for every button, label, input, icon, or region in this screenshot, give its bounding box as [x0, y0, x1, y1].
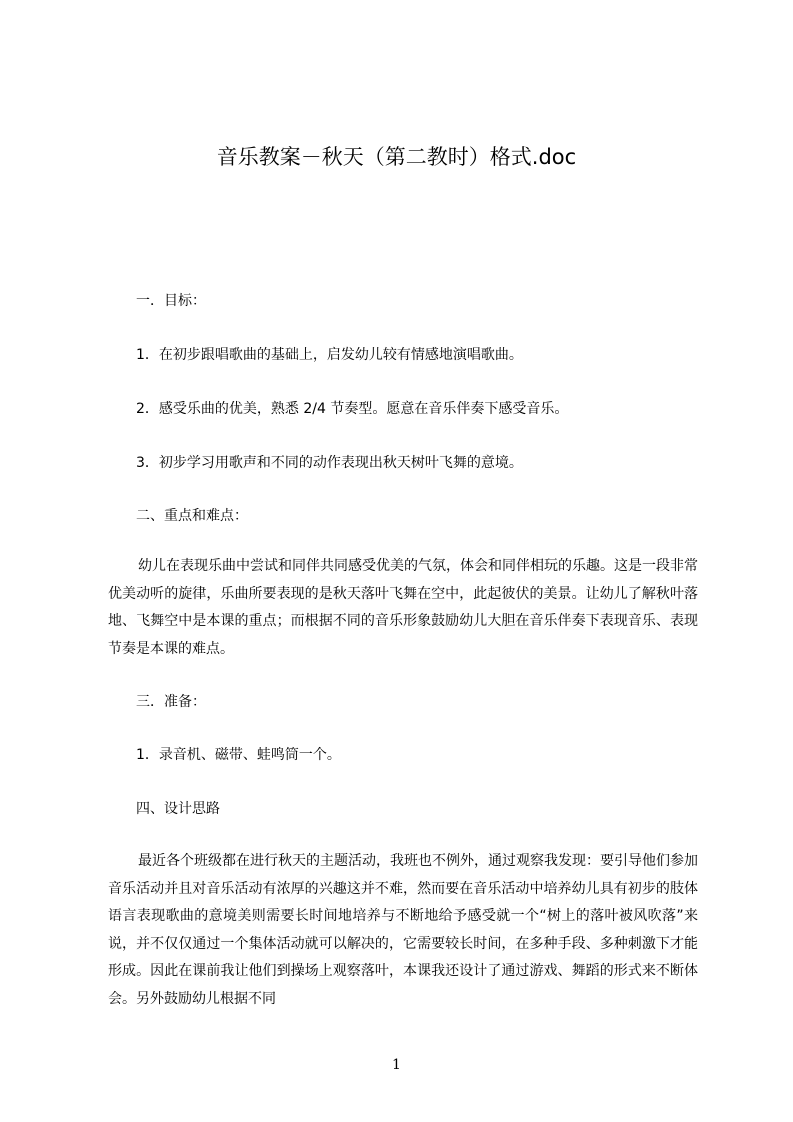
document-title: 音乐教案－秋天（第二教时）格式.doc — [216, 145, 577, 169]
preparation-item-1: 1．录音机、磁带、蛙鸣筒一个。 — [136, 747, 341, 763]
section-heading-design: 四、设计思路 — [136, 801, 220, 817]
goal-item-3: 3．初步学习用歌声和不同的动作表现出秋天树叶飞舞的意境。 — [136, 455, 523, 471]
design-paragraph: 最近各个班级都在进行秋天的主题活动，我班也不例外，通过观察我发现：要引导他们参加音乐活动并且对音乐活动有浓厚的兴趣这并不难，然而要在音乐活动中培养幼儿具有初步的肢体语言表现歌曲的意境美则需要长时间地培养与不断地给予感受就一个“树上的落叶被风吹落”来说，并不仅仅通过一个集体活动就可以解决的，它需要较长时间，在多种手段、多种刺激下才能形成。因此在课前我让他们到操场上观察落叶，本课我还设计了通过游戏、舞蹈的形式来不断体会。另外鼓励幼儿根据不同 — [108, 853, 698, 1007]
page-number: 1 — [392, 1057, 401, 1073]
section-heading-key-points: 二、重点和难点： — [136, 508, 248, 524]
section-heading-goals: 一．目标： — [136, 293, 206, 309]
goal-item-1: 1．在初步跟唱歌曲的基础上，启发幼儿较有情感地演唱歌曲。 — [136, 347, 523, 363]
key-points-paragraph: 幼儿在表现乐曲中尝试和同伴共同感受优美的气氛，体会和同伴相玩的乐趣。这是一段非常优美动听的旋律，乐曲所要表现的是秋天落叶飞舞在空中，此起彼伏的美景。让幼儿了解秋叶落地、飞舞空中是本课的重点；而根据不同的音乐形象鼓励幼儿大胆在音乐伴奏下表现音乐、表现节奏是本课的难点。 — [108, 558, 698, 657]
section-heading-preparation: 三．准备： — [136, 694, 206, 710]
goal-item-2: 2．感受乐曲的优美，熟悉 2/4 节奏型。愿意在音乐伴奏下感受音乐。 — [136, 401, 569, 417]
